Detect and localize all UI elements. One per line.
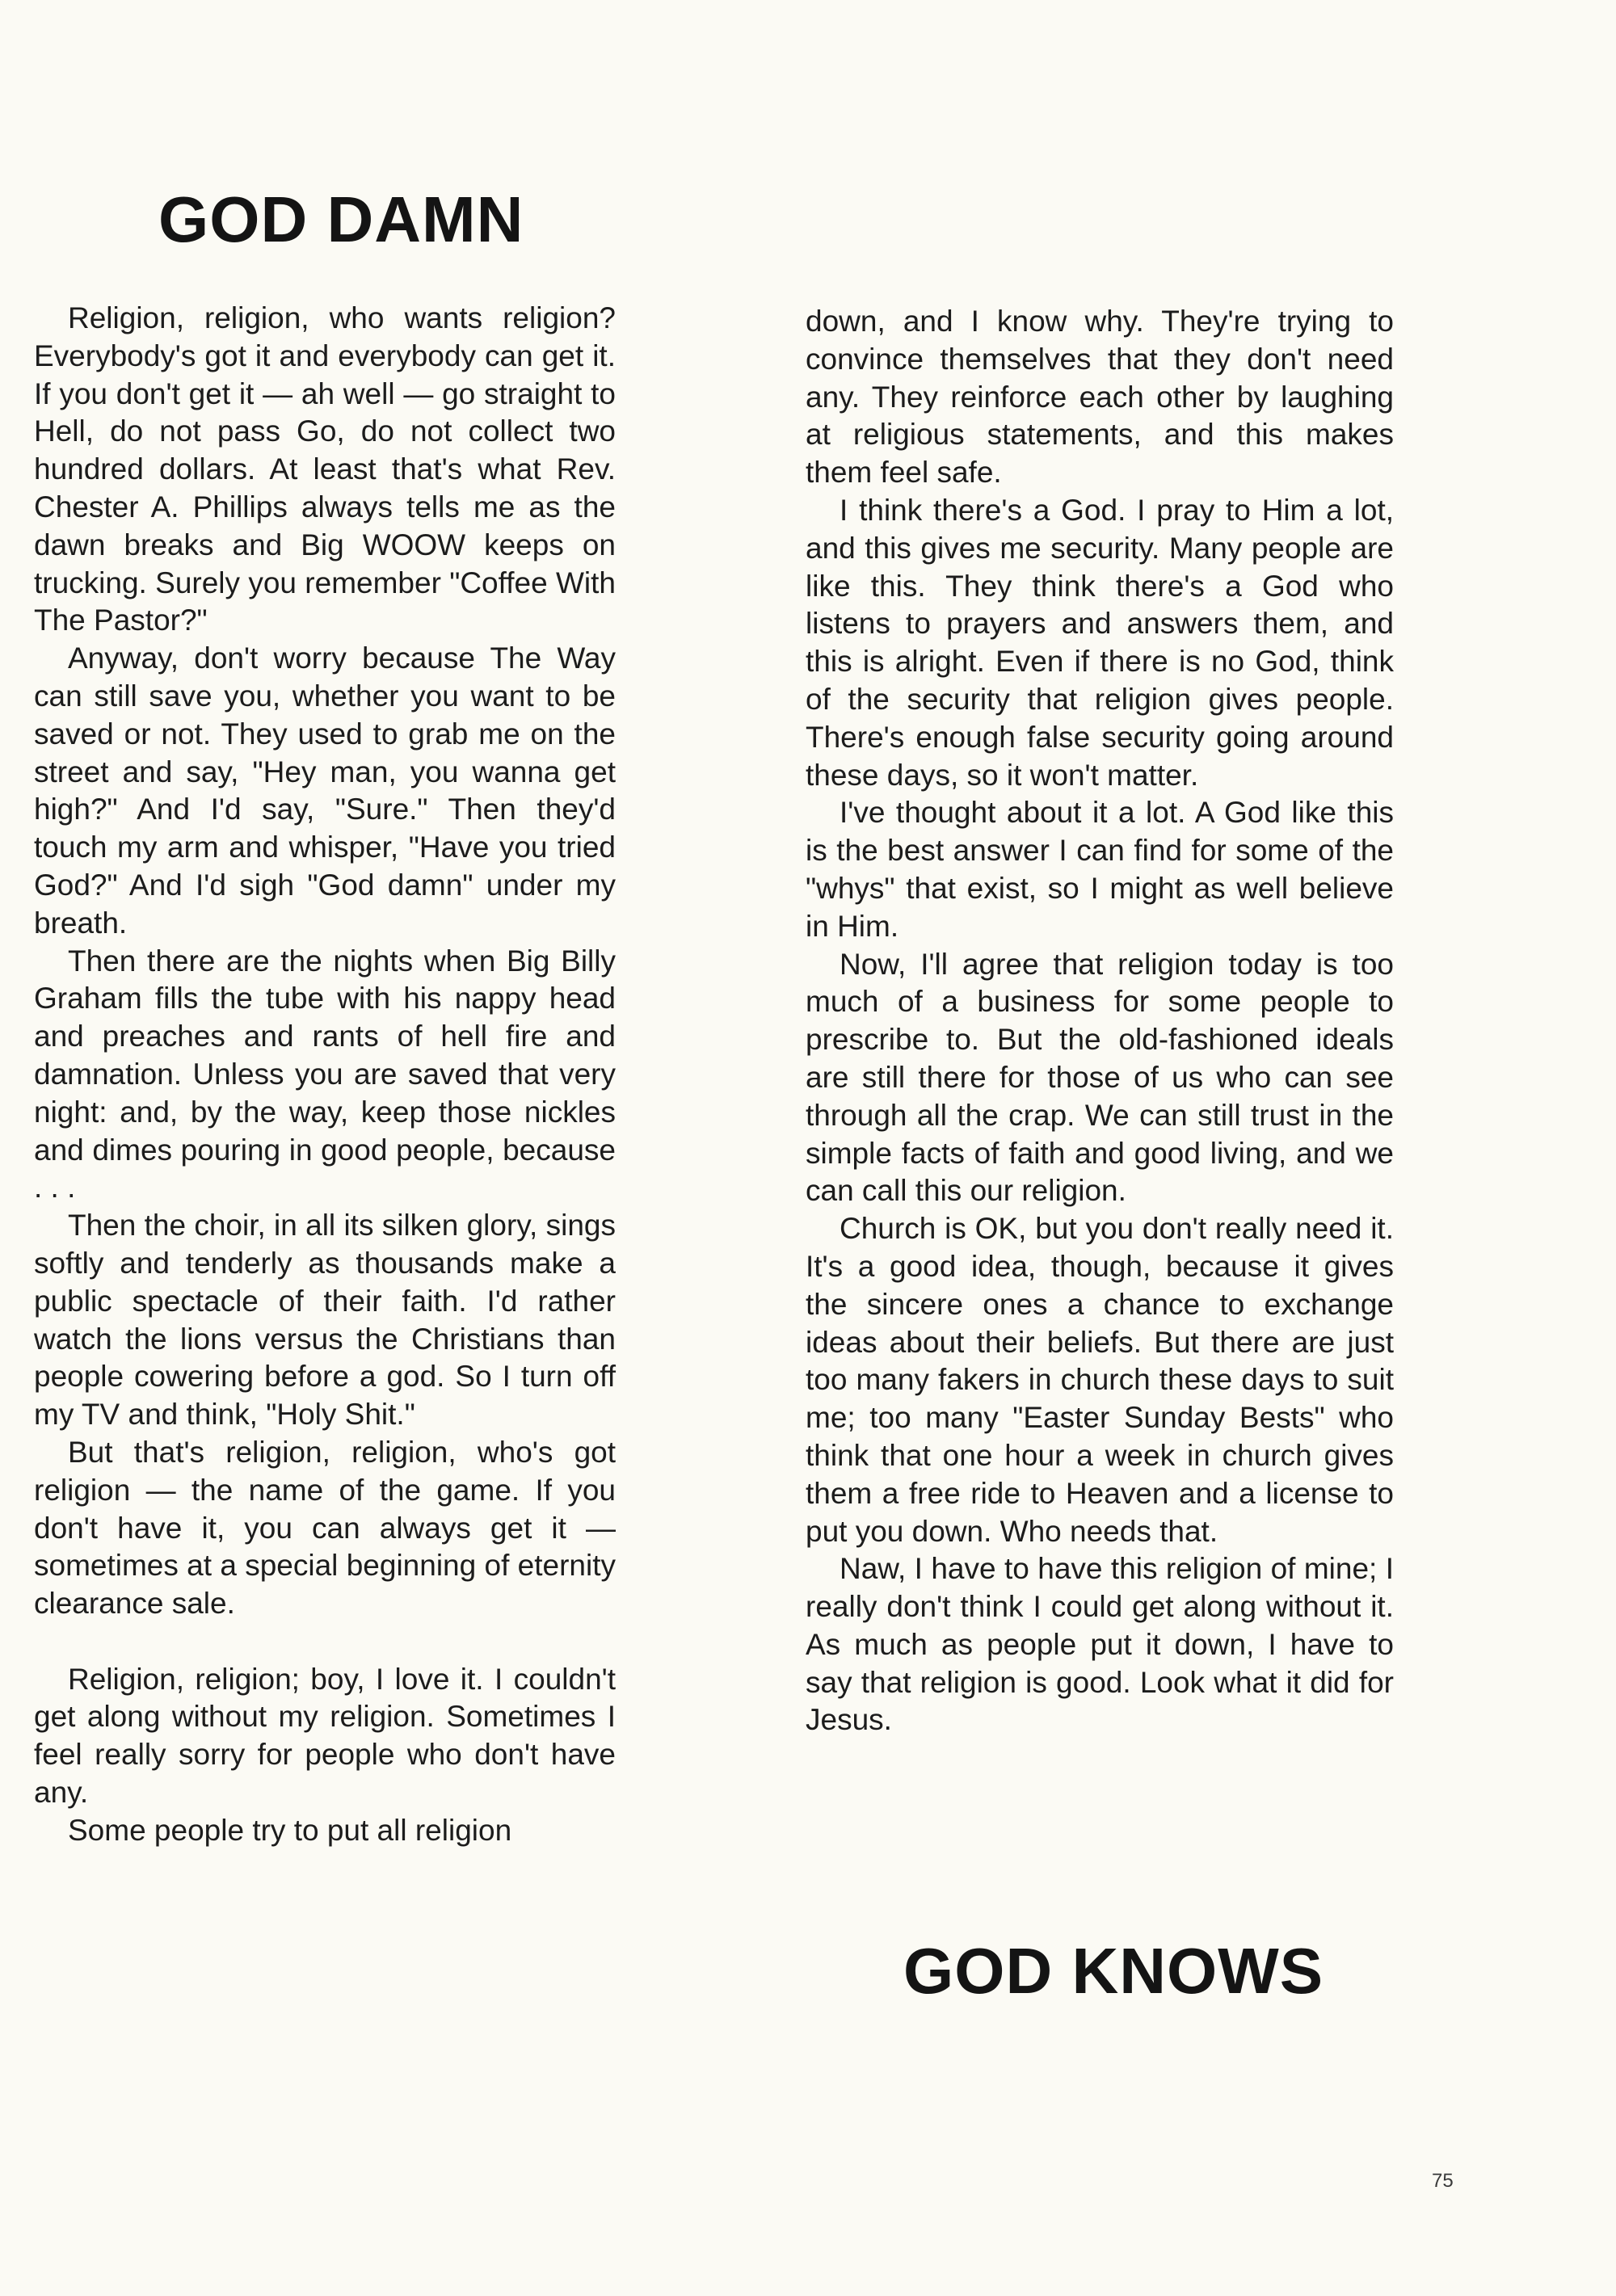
paragraph: Naw, I have to have this religion of mine; I really don't think I could get along without it. As much as people put it down, I have to say that religion is good. Look what it did for Jesus. [806, 1552, 1394, 1737]
paragraph: Now, I'll agree that religion today is too much of a business for some people to prescribe to. But the old-fashioned ideals are still there for those of us who can see through all the crap. We can still trust in the simple facts of faith and good living, and we can call this our religion. [806, 947, 1394, 1208]
paragraph: Then there are the nights when Big Billy Graham fills the tube with his nappy head and preaches and rants of hell fire and damnation. Unless you are saved that very night: and, by the way, keep those nickles and dimes pouring in good people, because . . . [34, 944, 616, 1205]
page-title: GOD DAMN [158, 183, 524, 255]
paragraph: Some people try to put all religion [68, 1813, 512, 1847]
paragraph: Then the choir, in all its silken glory, sings softly and tenderly as thousands make a public spectacle of their faith. I'd rather watch the lions versus the Christians than people cowering before a god. So I turn off my TV and think, "Holy Shit." [34, 1209, 616, 1432]
left-text-column [34, 300, 616, 1850]
closing-title: GOD KNOWS [903, 1935, 1324, 2007]
paragraph: I've thought about it a lot. A God like this is the best answer I can find for some of the "whys" that exist, so I might as well believe in Him. [806, 796, 1394, 943]
paragraph: But that's religion, religion, who's got religion — the name of the game. If you don't have it, you can always get it — sometimes at a special beginning of eternity clearance sale. [34, 1435, 616, 1621]
paragraph: Church is OK, but you don't really need it. It's a good idea, though, because it gives the sincere ones a chance to exchange ideas about their beliefs. But there are just too many fakers in church these days to suit me; too many "Easter Sunday Bests" who think that one hour a week in church gives them a free ride to Heaven and a license to put you down. Who needs that. [806, 1212, 1394, 1548]
paragraph: Anyway, don't worry because The Way can still save you, whether you want to be saved or not. They used to grab me on the street and say, "Hey man, you wanna get high?" And I'd say, "Sure." Then they'd touch my arm and whisper, "Have you tried God?" And I'd sigh "God damn" under my breath. [34, 641, 616, 940]
paragraph: Religion, religion; boy, I love it. I couldn't get along without my religion. Sometimes I feel really sorry for people who don't have any. [34, 1662, 616, 1810]
paragraph: Religion, religion, who wants religion? Everybody's got it and everybody can get it. If you don't get it — ah well — go straight to Hell, do not pass Go, do not collect two hundred dollars. At least that's what Rev. Chester A. Phillips always tells me as the dawn breaks and Big WOOW keeps on trucking. Surely you remember "Coffee With The Pastor?" [34, 301, 616, 637]
paragraph: down, and I know why. They're trying to convince themselves that they don't need any. They reinforce each other by laughing at religious statements, and this makes them feel safe. [806, 305, 1394, 490]
page-number: 75 [1432, 2170, 1454, 2192]
paragraph: I think there's a God. I pray to Him a lot, and this gives me security. Many people are like this. They think there's a God who listens to prayers and answers them, and this is alright. Even if there is no God, think of the security that religion gives people. There's enough false security going around these days, so it won't matter. [806, 493, 1394, 792]
right-text-column [806, 303, 1394, 1739]
